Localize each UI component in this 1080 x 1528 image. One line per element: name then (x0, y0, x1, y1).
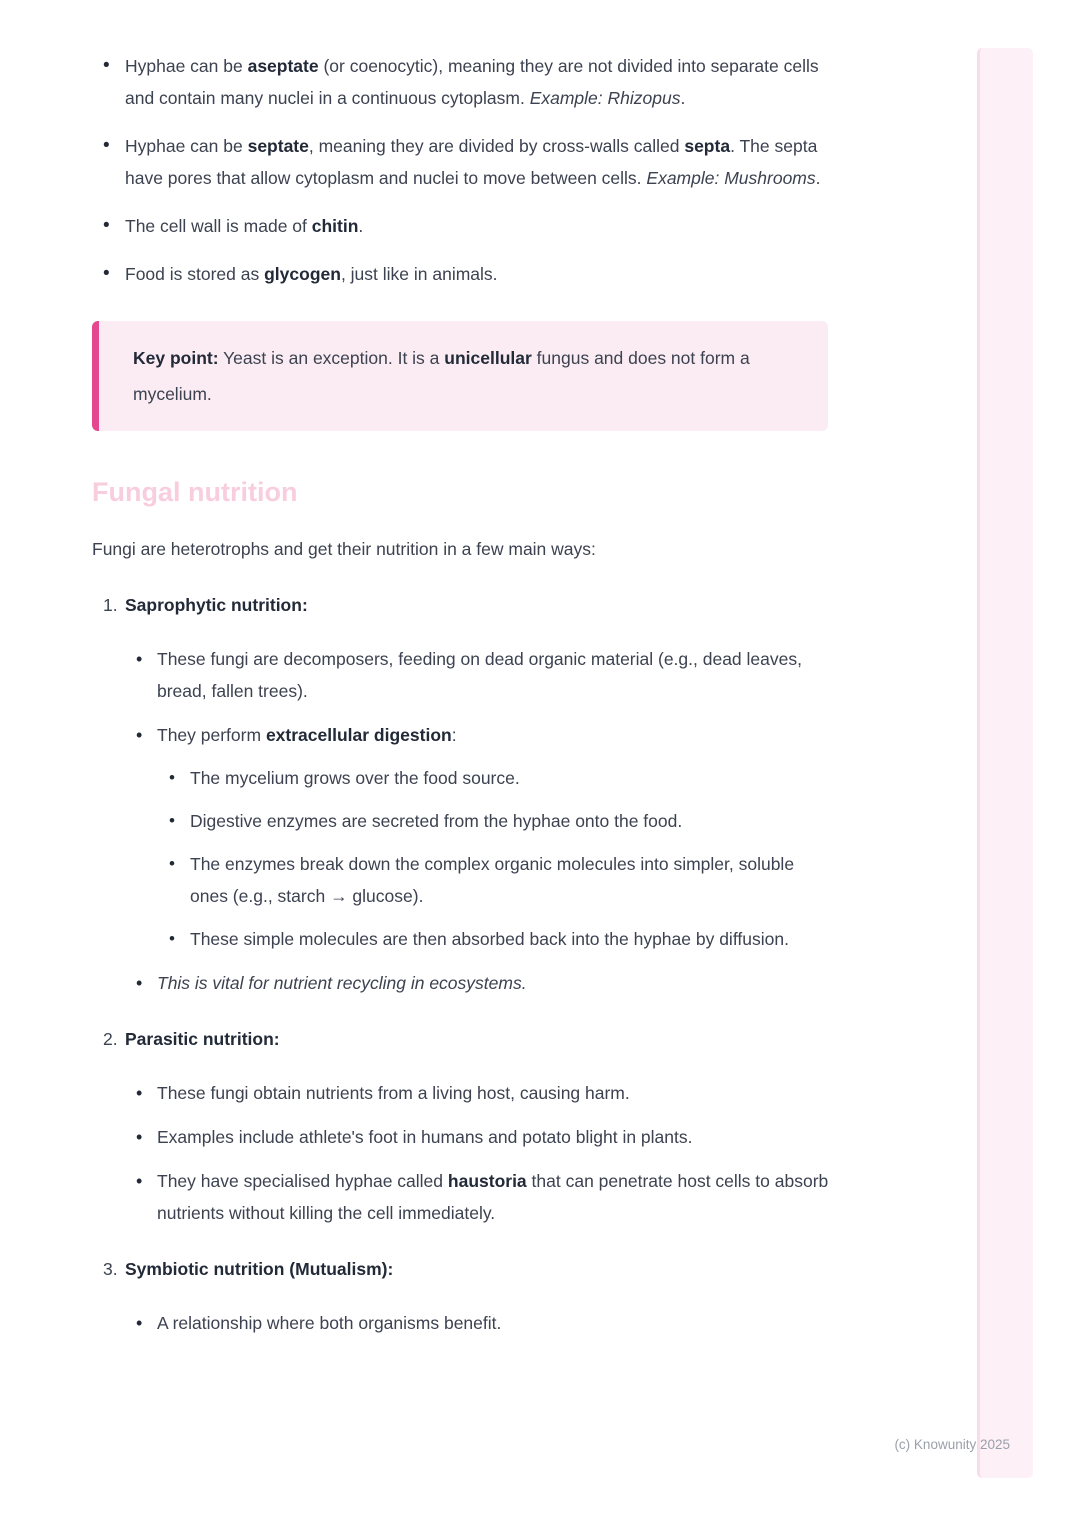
item-title: Saprophytic nutrition: (125, 595, 308, 615)
numbered-item-heading (92, 589, 832, 621)
bullet-list (92, 643, 832, 999)
text-segment: aseptate (247, 56, 319, 76)
item-number: 2. (103, 1029, 118, 1049)
copyright-text: (c) Knowunity 2025 (894, 1437, 1010, 1452)
callout-text (133, 348, 750, 404)
list-item (125, 258, 832, 290)
text-segment: The cell wall is made of (125, 216, 312, 236)
text-segment: These fungi obtain nutrients from a living host, causing harm. (157, 1083, 630, 1103)
text-segment: . (358, 216, 364, 236)
text-segment: septa (684, 136, 731, 156)
numbered-item-heading (92, 1253, 832, 1285)
item-number: 3. (103, 1259, 118, 1279)
bullet-list (92, 1307, 832, 1339)
text-segment: glycogen (264, 264, 341, 284)
text-segment: These simple molecules are then absorbed back into the hyphae by diffusion. (190, 929, 789, 949)
list-item (157, 1307, 832, 1339)
text-segment: . The septa have pores that allow cytoplasm and nuclei to move between cells. (125, 136, 818, 188)
text-segment: Digestive enzymes are secreted from the hyphae onto the food. (190, 811, 683, 831)
text-segment: Example: Mushrooms (646, 168, 816, 188)
text-segment: extracellular digestion (265, 725, 452, 745)
text-segment: The mycelium grows over the food source. (190, 768, 520, 788)
numbered-item (92, 1023, 832, 1229)
text-segment: : (451, 725, 457, 745)
text-segment: Hyphae can be (125, 56, 248, 76)
text-segment: These fungi are decomposers, feeding on dead organic material (e.g., dead leaves, bread, fallen trees). (157, 649, 802, 701)
text-segment: Food is stored as (125, 264, 265, 284)
text-segment: septate (247, 136, 309, 156)
text-segment: that can penetrate host cells to absorb nutrients without killing the cell immediately. (157, 1171, 829, 1223)
item-title: Symbiotic nutrition (Mutualism): (125, 1259, 394, 1279)
text-segment: (or coenocytic), meaning they are not divided into separate cells and contain many nuclei in a continuous cytoplasm. (125, 56, 819, 108)
text-segment: Hyphae can be (125, 136, 248, 156)
list-item (190, 805, 832, 837)
list-item (157, 643, 832, 707)
text-segment: . (815, 168, 821, 188)
numbered-item-heading (92, 1023, 832, 1055)
text-segment: . (680, 88, 686, 108)
numbered-item (92, 589, 832, 999)
text-segment: A relationship where both organisms benefit. (157, 1313, 502, 1333)
text-segment: , just like in animals. (340, 264, 498, 284)
page-edge-strip (977, 48, 1033, 1478)
text-segment: They have specialised hyphae called (157, 1171, 448, 1191)
list-item (125, 50, 832, 114)
section-intro: Fungi are heterotrophs and get their nutrition in a few main ways: (92, 539, 596, 559)
key-point-callout (92, 321, 828, 431)
section-heading: Fungal nutrition (92, 477, 298, 507)
text-segment: Example: Rhizopus (529, 88, 681, 108)
text-segment: Key point: (133, 348, 219, 368)
bullet-list (92, 1077, 832, 1229)
list-item (190, 848, 832, 912)
text-segment: unicellular (444, 348, 532, 368)
list-item (157, 967, 832, 999)
text-segment: fungus and does not form a mycelium. (133, 348, 750, 404)
text-segment: The enzymes break down the complex organic molecules into simpler, soluble ones (e.g., starch → glucose). (190, 854, 795, 906)
list-item (125, 130, 832, 194)
list-item (157, 1077, 832, 1109)
list-item (125, 210, 832, 242)
text-segment: Yeast is an exception. It is a (218, 348, 445, 368)
hyphae-list (92, 50, 832, 290)
text-segment: They perform (157, 725, 266, 745)
text-segment: , meaning they are divided by cross-walls called (308, 136, 685, 156)
list-item (190, 923, 832, 955)
sub-bullet-list (157, 762, 832, 955)
list-item (190, 762, 832, 794)
list-item (157, 1121, 832, 1153)
item-number: 1. (103, 595, 118, 615)
numbered-item (92, 1253, 832, 1339)
text-segment: chitin (311, 216, 359, 236)
text-segment: haustoria (447, 1171, 527, 1191)
list-item (157, 719, 832, 955)
text-segment: This is vital for nutrient recycling in ecosystems. (157, 973, 527, 993)
list-item (157, 1165, 832, 1229)
nutrition-list (92, 589, 832, 1339)
notes-page-content (92, 50, 832, 1351)
item-title: Parasitic nutrition: (125, 1029, 280, 1049)
text-segment: Examples include athlete's foot in humans and potato blight in plants. (157, 1127, 693, 1147)
